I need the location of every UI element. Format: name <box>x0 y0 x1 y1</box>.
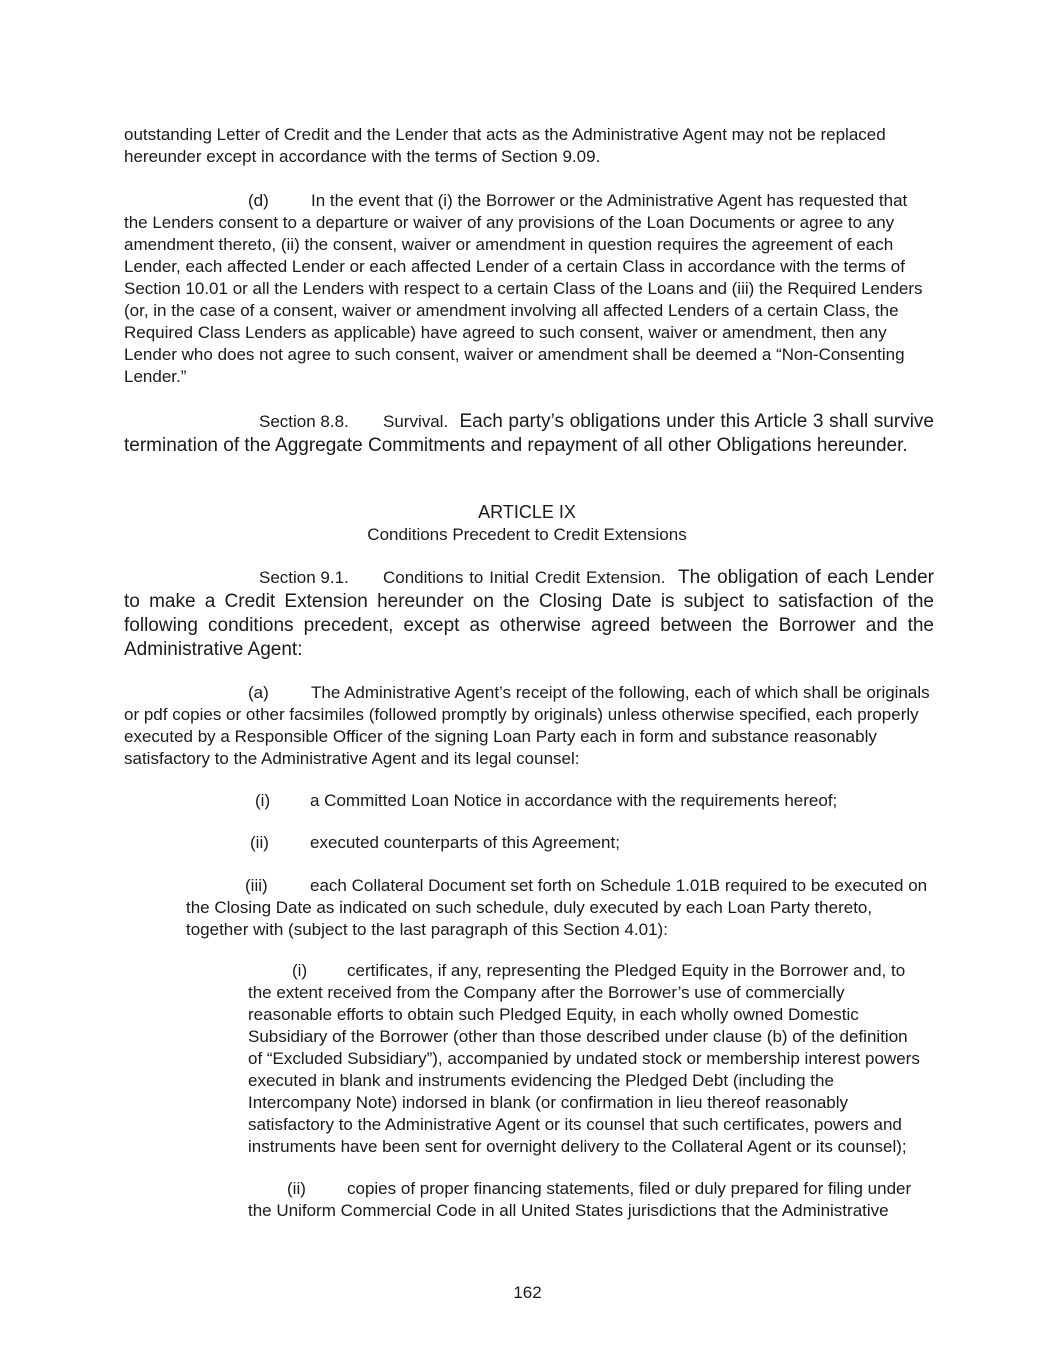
section-title: Conditions to Initial Credit Extension. <box>383 568 666 587</box>
section-label: Section 8.8. <box>259 412 349 431</box>
section-text: The obligation of each Lender to make a Credit Extension hereunder on the Closing Date is subject to satisfaction of the following conditions precedent, except as otherwise agreed between the Borrower and the Administrative Agent: <box>124 567 934 660</box>
subitem-iii-ii <box>248 1178 930 1222</box>
paragraph-d <box>124 190 934 388</box>
clause-label: (a) <box>248 683 269 702</box>
item-text: executed counterparts of this Agreement; <box>310 833 620 852</box>
section-text: Each party’s obligations under this Article 3 shall survive termination of the Aggregate Commitments and repayment of all other Obligations hereunder. <box>124 411 934 456</box>
item-i <box>255 790 935 812</box>
item-ii <box>250 832 935 854</box>
item-label: (i) <box>255 791 271 810</box>
item-text: each Collateral Document set forth on Schedule 1.01B required to be executed on the Closing Date as indicated on such schedule, duly executed by each Loan Party thereto, together with (subject to the last paragraph of this Section 4.01): <box>186 876 928 939</box>
clause-text: The Administrative Agent’s receipt of the following, each of which shall be originals or pdf copies or other facsimiles (followed promptly by originals) unless otherwise specified, each properly executed by a Responsible Officer of the signing Loan Party each in form and substance reasonably satisfactory to the Administrative Agent and its legal counsel: <box>124 683 930 768</box>
subitem-label: (i) <box>292 961 308 980</box>
item-label: (iii) <box>245 876 268 895</box>
subitem-text: copies of proper financing statements, filed or duly prepared for filing under the Uniform Commercial Code in all United States jurisdictions that the Administrative <box>248 1179 912 1220</box>
subitem-label: (ii) <box>287 1179 306 1198</box>
paragraph-text: outstanding Letter of Credit and the Lender that acts as the Administrative Agent may not be replaced hereunder except in accordance with the terms of Section 9.09. <box>124 125 886 166</box>
item-iii <box>186 875 936 941</box>
section-8-8 <box>124 410 934 458</box>
article-subheading: Conditions Precedent to Credit Extensions <box>367 525 687 544</box>
section-9-1 <box>124 566 934 662</box>
page-number: 162 <box>513 1283 542 1302</box>
item-label: (ii) <box>250 833 269 852</box>
clause-label: (d) <box>248 191 269 210</box>
subitem-text: certificates, if any, representing the Pledged Equity in the Borrower and, to the extent received from the Company after the Borrower’s use of commercially reasonable efforts to obtain such Pledged Equity, in each wholly owned Domestic Subsidiary of the Borrower (other than those described under clause (b) of the definition of “Excluded Subsidiary”), accompanied by undated stock or membership interest powers executed in blank and instruments evidencing the Pledged Debt (including the Intercompany Note) indorsed in blank (or confirmation in lieu thereof reasonably satisfactory to the Administrative Agent or its counsel that such certificates, powers and instruments have been sent for overnight delivery to the Collateral Agent or its counsel); <box>248 961 920 1156</box>
section-label: Section 9.1. <box>259 568 349 587</box>
section-title: Survival. <box>383 412 449 431</box>
item-text: a Committed Loan Notice in accordance with the requirements hereof; <box>310 791 838 810</box>
article-heading: ARTICLE IX <box>478 502 576 522</box>
paragraph-text: In the event that (i) the Borrower or the Administrative Agent has requested that the Lenders consent to a departure or waiver of any provisions of the Loan Documents or agree to any amendment thereto, (ii) the consent, waiver or amendment in question requires the agreement of each Lender, each affected Lender or each affected Lender of a certain Class in accordance with the terms of Section 10.01 or all the Lenders with respect to a certain Class of the Loans and (iii) the Required Lenders (or, in the case of a consent, waiver or amendment involving all affected Lenders of a certain Class, the Required Class Lenders as applicable) have agreed to such consent, waiver or amendment, then any Lender who does not agree to such consent, waiver or amendment shall be deemed a “Non-Consenting Lender.” <box>124 191 923 386</box>
subitem-iii-i <box>248 960 922 1158</box>
clause-a <box>124 682 934 770</box>
paragraph-continuation <box>124 124 934 168</box>
